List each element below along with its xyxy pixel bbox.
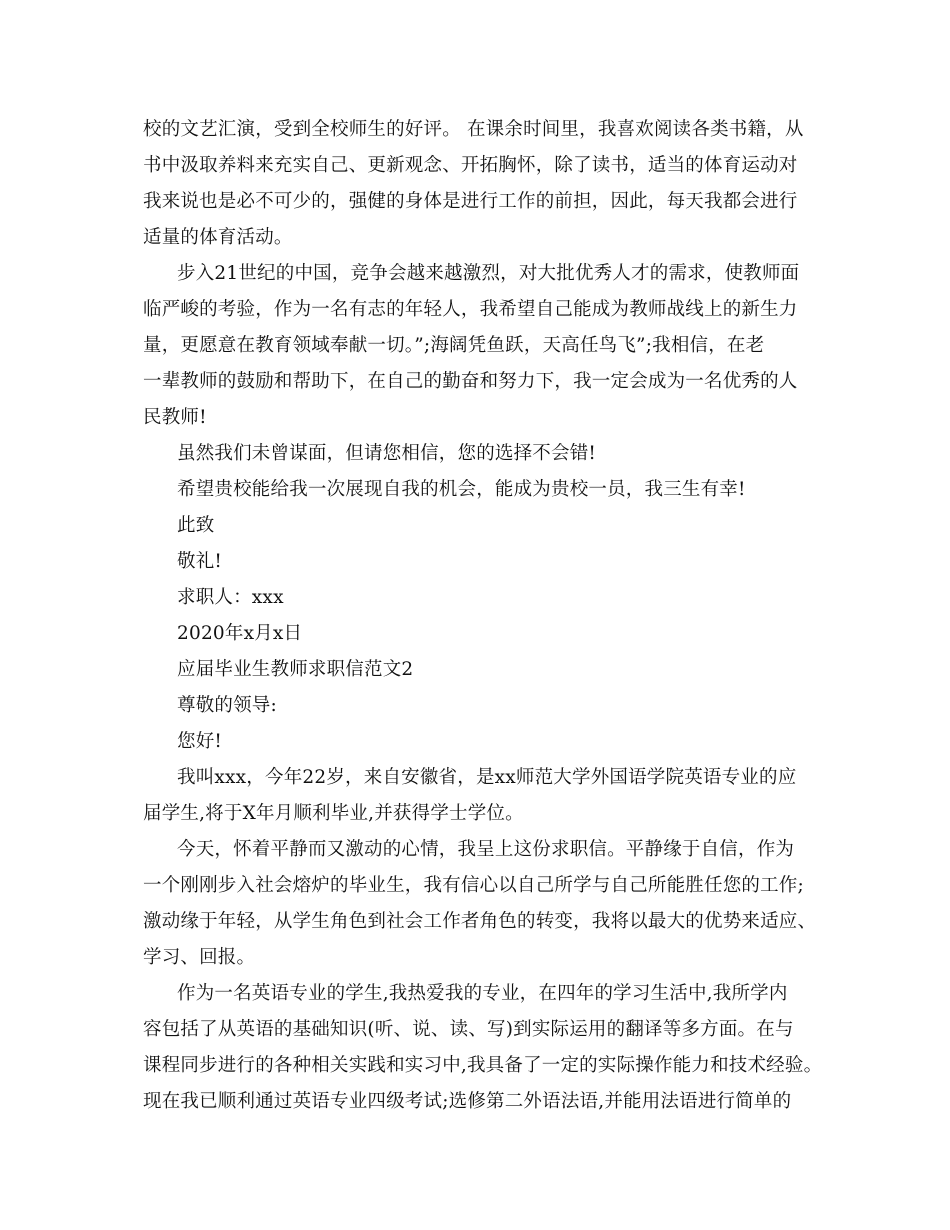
text-line: 课程同步进行的各种相关实践和实习中,我具备了一定的实际操作能力和技术经验。 — [143, 1055, 823, 1076]
text-line: 适量的体育活动。 — [143, 227, 293, 248]
greeting-line: 您好! — [177, 731, 223, 752]
text-line: 学习、回报。 — [143, 947, 256, 968]
section-title: 应届毕业生教师求职信范文2 — [177, 659, 414, 680]
salutation-line: 敬礼! — [177, 551, 223, 572]
text-line: 书中汲取养料来充实自己、更新观念、开拓胸怀，除了读书，适当的体育运动对 — [143, 155, 798, 176]
text-line: 虽然我们未曾谋面，但请您相信，您的选择不会错! — [177, 443, 597, 464]
text-line: 容包括了从英语的基础知识(听、说、读、写)到实际运用的翻译等多方面。在与 — [143, 1019, 794, 1040]
signature-line: 求职人：xxx — [177, 587, 284, 608]
text-line: 量，更愿意在教育领域奉献一切。”;海阔凭鱼跃，天高任鸟飞”;我相信，在老 — [143, 335, 765, 356]
text-line: 届学生,将于X年月顺利毕业,并获得学士学位。 — [143, 803, 524, 824]
text-line: 一个刚刚步入社会熔炉的毕业生，我有信心以自己所学与自己所能胜任您的工作; — [143, 875, 804, 896]
text-line: 临严峻的考验，作为一名有志的年轻人，我希望自己能成为教师战线上的新生力 — [143, 299, 798, 320]
text-line: 一辈教师的鼓励和帮助下，在自己的勤奋和努力下，我一定会成为一名优秀的人 — [143, 371, 798, 392]
text-line: 今天，怀着平静而又激动的心情，我呈上这份求职信。平静缘于自信，作为 — [177, 839, 795, 860]
closing-line: 此致 — [177, 515, 215, 536]
text-line: 我叫xxx，今年22岁，来自安徽省，是xx师范大学外国语学院英语专业的应 — [177, 767, 797, 788]
text-line: 步入21世纪的中国，竞争会越来越激烈，对大批优秀人才的需求，使教师面 — [177, 263, 800, 284]
text-line: 激动缘于年轻，从学生角色到社会工作者角色的转变，我将以最大的优势来适应、 — [143, 911, 817, 932]
text-line: 我来说也是必不可少的，强健的身体是进行工作的前担，因此，每天我都会进行 — [143, 191, 798, 212]
text-line: 现在我已顺利通过英语专业四级考试;选修第二外语法语,并能用法语进行简单的 — [143, 1091, 792, 1112]
date-line: 2020年x月x日 — [177, 623, 303, 644]
text-line: 民教师! — [143, 407, 207, 428]
text-line: 校的文艺汇演，受到全校师生的好评。 在课余时间里，我喜欢阅读各类书籍，从 — [143, 119, 804, 140]
text-line: 希望贵校能给我一次展现自我的机会，能成为贵校一员，我三生有幸! — [177, 479, 746, 500]
greeting-line: 尊敬的领导: — [177, 695, 277, 716]
text-line: 作为一名英语专业的学生,我热爱我的专业，在四年的学习生活中,我所学内 — [177, 983, 788, 1004]
